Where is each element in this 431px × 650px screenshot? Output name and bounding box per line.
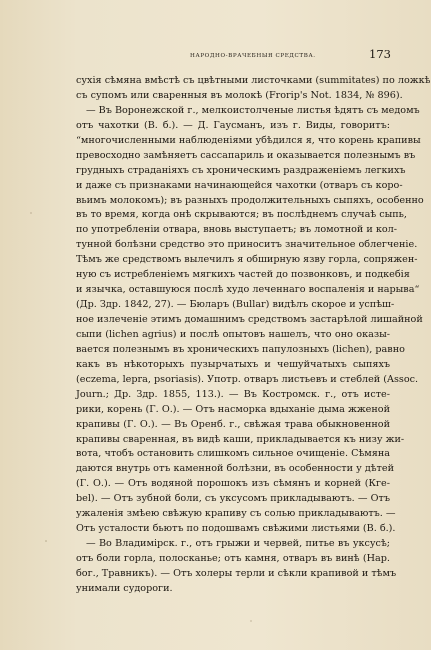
text-line: унимали судороги. xyxy=(76,582,173,594)
text-line: отъ боли горла, полосканье; отъ камня, отваръ въ винѣ (Нар. xyxy=(76,553,390,564)
text-line: Journ.; Др. Здр. 1855, 113.). — Въ Костромск. г., отъ истe- xyxy=(76,388,390,400)
text-line: вьимъ молокомъ); въ разныхъ продолжительныхъ сыпяхъ, особенно xyxy=(76,194,424,206)
text-line: Тѣмъ же средствомъ вылечилъ я обширную язву горла, сопряжен- xyxy=(76,254,418,266)
text-line: какъ въ нѣкоторыхъ пузырчатыхъ и чешуйчатыхъ сыпяхъ xyxy=(76,358,390,370)
text-line: рики, корень (Г. О.). — Отъ насморка вдыханіе дыма жженой xyxy=(76,403,390,415)
text-line: сухія сѣмяна вмѣстѣ съ цвѣтными листочками (summitates) по ложкѣ xyxy=(76,75,431,86)
text-line: (Г. О.). — Отъ водяной порошокъ изъ сѣмянъ и корней (Кге- xyxy=(76,478,390,490)
body-text xyxy=(76,74,431,597)
paper-speck xyxy=(30,212,32,214)
text-line: грудныхъ страданіяхъ съ хроническимъ раздраженіемъ легкихъ xyxy=(76,164,406,176)
text-line: сыпи (lichen agrius) и послѣ опытовъ нашелъ, что оно оказы- xyxy=(76,328,390,340)
page-header xyxy=(0,47,431,65)
paper-speck xyxy=(45,540,47,542)
text-line: (eczema, lepra, psoriasis). Употр. отваръ листьевъ и стеблей (Assoc. xyxy=(76,373,419,385)
paper-speck xyxy=(250,620,252,622)
text-line: — Въ Воронежской г., мелкоистолченые листья ѣдятъ съ медомъ xyxy=(86,104,420,116)
text-line: ное излеченіе этимъ домашнимъ средствомъ застарѣлой лишайной xyxy=(76,314,423,325)
text-line: отъ чахотки (В. б.). — Д. Гаусманъ, изъ г. Виды, говоритъ: xyxy=(76,119,390,131)
text-line: и язычка, оставшуюся послѣ худо леченнаго воспаленія и нарыва“ xyxy=(76,284,420,296)
text-line: даются внутрь отъ каменной болѣзни, въ особенности у дѣтей xyxy=(76,463,394,475)
paper-speck xyxy=(402,318,404,320)
text-line: “многочисленными наблюденіями убѣдился я, что корень крапивы xyxy=(76,134,421,146)
text-line: въ то время, когда онѣ скрываются; въ послѣднемъ случаѣ сыпь, xyxy=(76,209,407,221)
text-line: по употребленіи отвара, вновь выступаетъ; въ ломотной и кол- xyxy=(76,224,398,236)
text-line: Отъ усталости бьютъ по подошвамъ свѣжими листьями (В. б.). xyxy=(76,523,396,535)
text-line: — Во Владимірск. г., отъ грыжи и червей, питье въ уксусѣ; xyxy=(86,538,390,550)
text-line: вота, чтобъ остановить слишкомъ сильное очищеніе. Сѣмяна xyxy=(76,448,390,460)
text-line: (Др. Здр. 1842, 27). — Бюларъ (Bullar) видѣлъ скорое и успѣш- xyxy=(76,299,395,311)
text-line: крапивы сваренная, въ видѣ каши, прикладывается къ низу жи- xyxy=(76,433,405,445)
text-line: съ супомъ или сваренныя въ молокѣ (Frorip's Not. 1834, № 896). xyxy=(76,89,403,101)
text-line: ужаленія змѣею свѣжую крапиву съ солью прикладываютъ. — xyxy=(76,508,396,520)
text-line: и даже съ признаками начинающейся чахотки (отваръ съ коро- xyxy=(76,179,403,191)
text-line: вается полезнымъ въ хроническихъ папулозныхъ (lichen), равно xyxy=(76,343,405,355)
text-line: тунной болѣзни средство это приноситъ значительное облегченіе. xyxy=(76,239,418,251)
text-line: превосходно замѣняетъ сассапариль и оказывается полезнымъ въ xyxy=(76,149,416,161)
text-line: ную съ истребленіемъ мягкихъ частей до позвонковъ, и подкебія xyxy=(76,269,410,281)
page-number: 173 xyxy=(369,47,391,61)
text-line: bel). — Отъ зубной боли, съ уксусомъ прикладываютъ. — Отъ xyxy=(76,493,390,505)
running-head: НАРОДНО-ВРАЧЕБНЫЯ СРЕДСТВА. xyxy=(190,53,316,59)
text-line: крапивы (Г. О.). — Въ Оренб. г., свѣжая трава обыкновенной xyxy=(76,418,390,430)
text-line: бог., Травникъ). — Отъ холеры терли и сѣкли крапивой и тѣмъ xyxy=(76,567,397,579)
